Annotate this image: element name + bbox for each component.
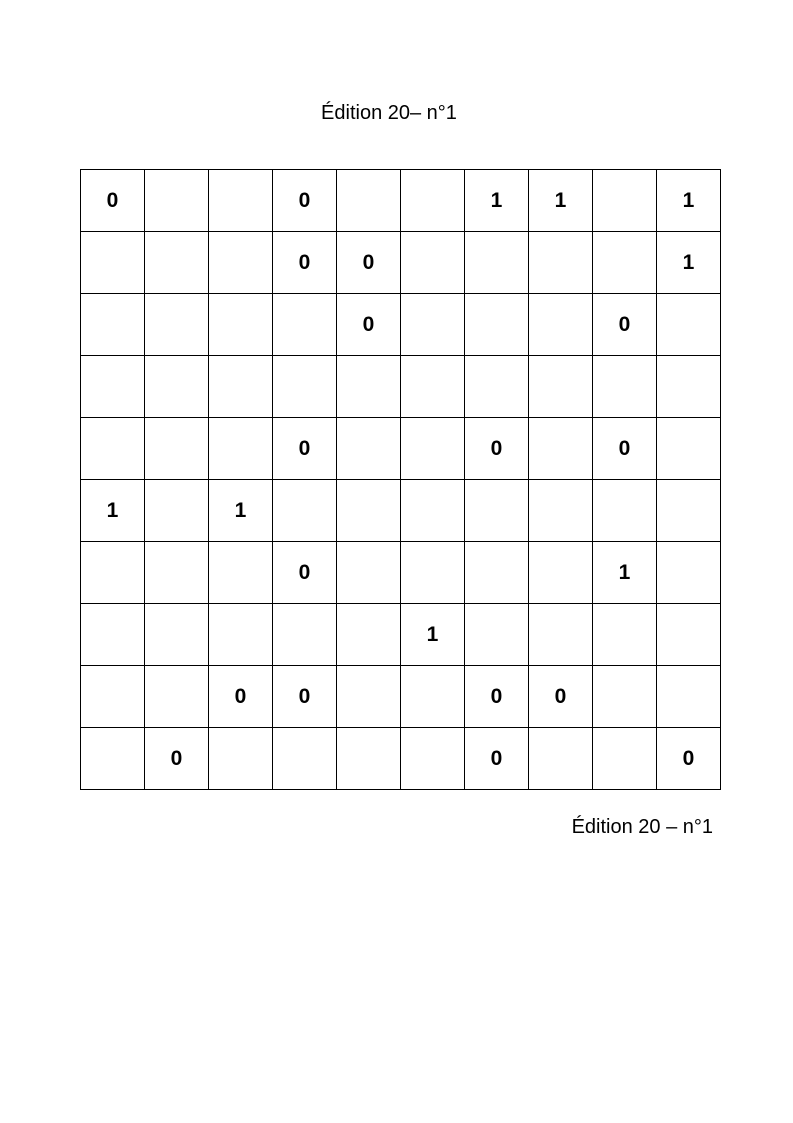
- grid-row: [81, 542, 721, 604]
- grid-cell: 0: [273, 542, 337, 604]
- grid-cell: [401, 170, 465, 232]
- grid-cell: [209, 356, 273, 418]
- grid-cell: 0: [529, 666, 593, 728]
- grid-cell: [337, 480, 401, 542]
- grid-cell: [145, 542, 209, 604]
- grid-cell: 0: [465, 666, 529, 728]
- grid-cell: 0: [273, 418, 337, 480]
- grid-cell: [529, 542, 593, 604]
- grid-cell: 0: [273, 170, 337, 232]
- grid-cell: [337, 728, 401, 790]
- grid-cell: 1: [657, 232, 721, 294]
- grid-cell: [209, 418, 273, 480]
- grid-cell: [593, 728, 657, 790]
- grid-cell: [465, 294, 529, 356]
- grid-cell: [209, 294, 273, 356]
- grid-cell: [401, 418, 465, 480]
- grid-cell: [401, 542, 465, 604]
- grid-cell: [273, 294, 337, 356]
- grid-cell: [657, 542, 721, 604]
- grid-cell: [209, 232, 273, 294]
- grid-cell: 0: [465, 418, 529, 480]
- grid-cell: 0: [593, 418, 657, 480]
- grid-cell: [401, 480, 465, 542]
- grid-cell: [529, 294, 593, 356]
- grid-cell: [145, 604, 209, 666]
- grid-cell: [593, 666, 657, 728]
- grid-cell: 0: [81, 170, 145, 232]
- grid-cell: [273, 356, 337, 418]
- grid-cell: [337, 170, 401, 232]
- grid-cell: [81, 666, 145, 728]
- grid-cell: [145, 480, 209, 542]
- grid-cell: [81, 418, 145, 480]
- grid-cell: 1: [657, 170, 721, 232]
- grid-cell: [401, 294, 465, 356]
- grid-cell: 1: [465, 170, 529, 232]
- grid-cell: [145, 356, 209, 418]
- grid-cell: [529, 418, 593, 480]
- grid-cell: [593, 480, 657, 542]
- grid-cell: [401, 356, 465, 418]
- grid-cell: [209, 728, 273, 790]
- grid-cell: [465, 604, 529, 666]
- grid-cell: 1: [401, 604, 465, 666]
- grid-cell: [337, 666, 401, 728]
- grid-cell: [657, 418, 721, 480]
- grid-cell: [401, 666, 465, 728]
- grid-cell: [657, 294, 721, 356]
- grid-cell: 1: [209, 480, 273, 542]
- grid-cell: [401, 728, 465, 790]
- grid-cell: [657, 480, 721, 542]
- grid-cell: [529, 356, 593, 418]
- grid-cell: [273, 480, 337, 542]
- grid-cell: [209, 542, 273, 604]
- grid-cell: [593, 232, 657, 294]
- grid-cell: [657, 666, 721, 728]
- grid-cell: 0: [209, 666, 273, 728]
- grid-cell: [145, 418, 209, 480]
- grid-cell: 1: [81, 480, 145, 542]
- grid-cell: 0: [145, 728, 209, 790]
- grid-cell: [465, 480, 529, 542]
- grid-cell: [81, 542, 145, 604]
- grid-cell: [145, 170, 209, 232]
- grid-row: [81, 170, 721, 232]
- grid-cell: [529, 480, 593, 542]
- grid-cell: [593, 170, 657, 232]
- grid-cell: [337, 542, 401, 604]
- grid-cell: [593, 356, 657, 418]
- grid-row: [81, 728, 721, 790]
- grid-row: [81, 604, 721, 666]
- grid-cell: 0: [593, 294, 657, 356]
- grid-cell: 0: [337, 232, 401, 294]
- grid-body: [81, 170, 721, 790]
- grid-cell: [81, 232, 145, 294]
- grid-cell: [273, 604, 337, 666]
- grid-cell: 1: [529, 170, 593, 232]
- grid-cell: 0: [273, 232, 337, 294]
- grid-row: [81, 356, 721, 418]
- grid-cell: [81, 356, 145, 418]
- grid-cell: 0: [465, 728, 529, 790]
- grid-cell: [529, 728, 593, 790]
- grid-cell: [529, 604, 593, 666]
- grid-cell: [273, 728, 337, 790]
- grid-cell: 0: [337, 294, 401, 356]
- grid-cell: [145, 294, 209, 356]
- footer-edition-label: Édition 20 – n°1: [571, 816, 713, 838]
- grid-cell: [657, 356, 721, 418]
- grid-cell: [337, 604, 401, 666]
- grid-row: [81, 666, 721, 728]
- grid-cell: [593, 604, 657, 666]
- grid-cell: [657, 604, 721, 666]
- grid-cell: [81, 604, 145, 666]
- grid-row: [81, 480, 721, 542]
- page-title: Édition 20– n°1: [321, 102, 457, 124]
- grid-cell: [209, 604, 273, 666]
- grid-cell: [465, 356, 529, 418]
- grid-cell: [465, 232, 529, 294]
- binary-puzzle-grid: [80, 169, 721, 790]
- grid-cell: 0: [273, 666, 337, 728]
- grid-cell: [81, 294, 145, 356]
- grid-row: [81, 418, 721, 480]
- grid-cell: [81, 728, 145, 790]
- grid-cell: [337, 418, 401, 480]
- grid-row: [81, 232, 721, 294]
- grid-cell: [145, 232, 209, 294]
- grid-cell: [465, 542, 529, 604]
- grid-cell: [529, 232, 593, 294]
- grid-cell: [401, 232, 465, 294]
- grid-row: [81, 294, 721, 356]
- grid-cell: [145, 666, 209, 728]
- grid-cell: [209, 170, 273, 232]
- grid-cell: 1: [593, 542, 657, 604]
- grid-cell: 0: [657, 728, 721, 790]
- grid-cell: [337, 356, 401, 418]
